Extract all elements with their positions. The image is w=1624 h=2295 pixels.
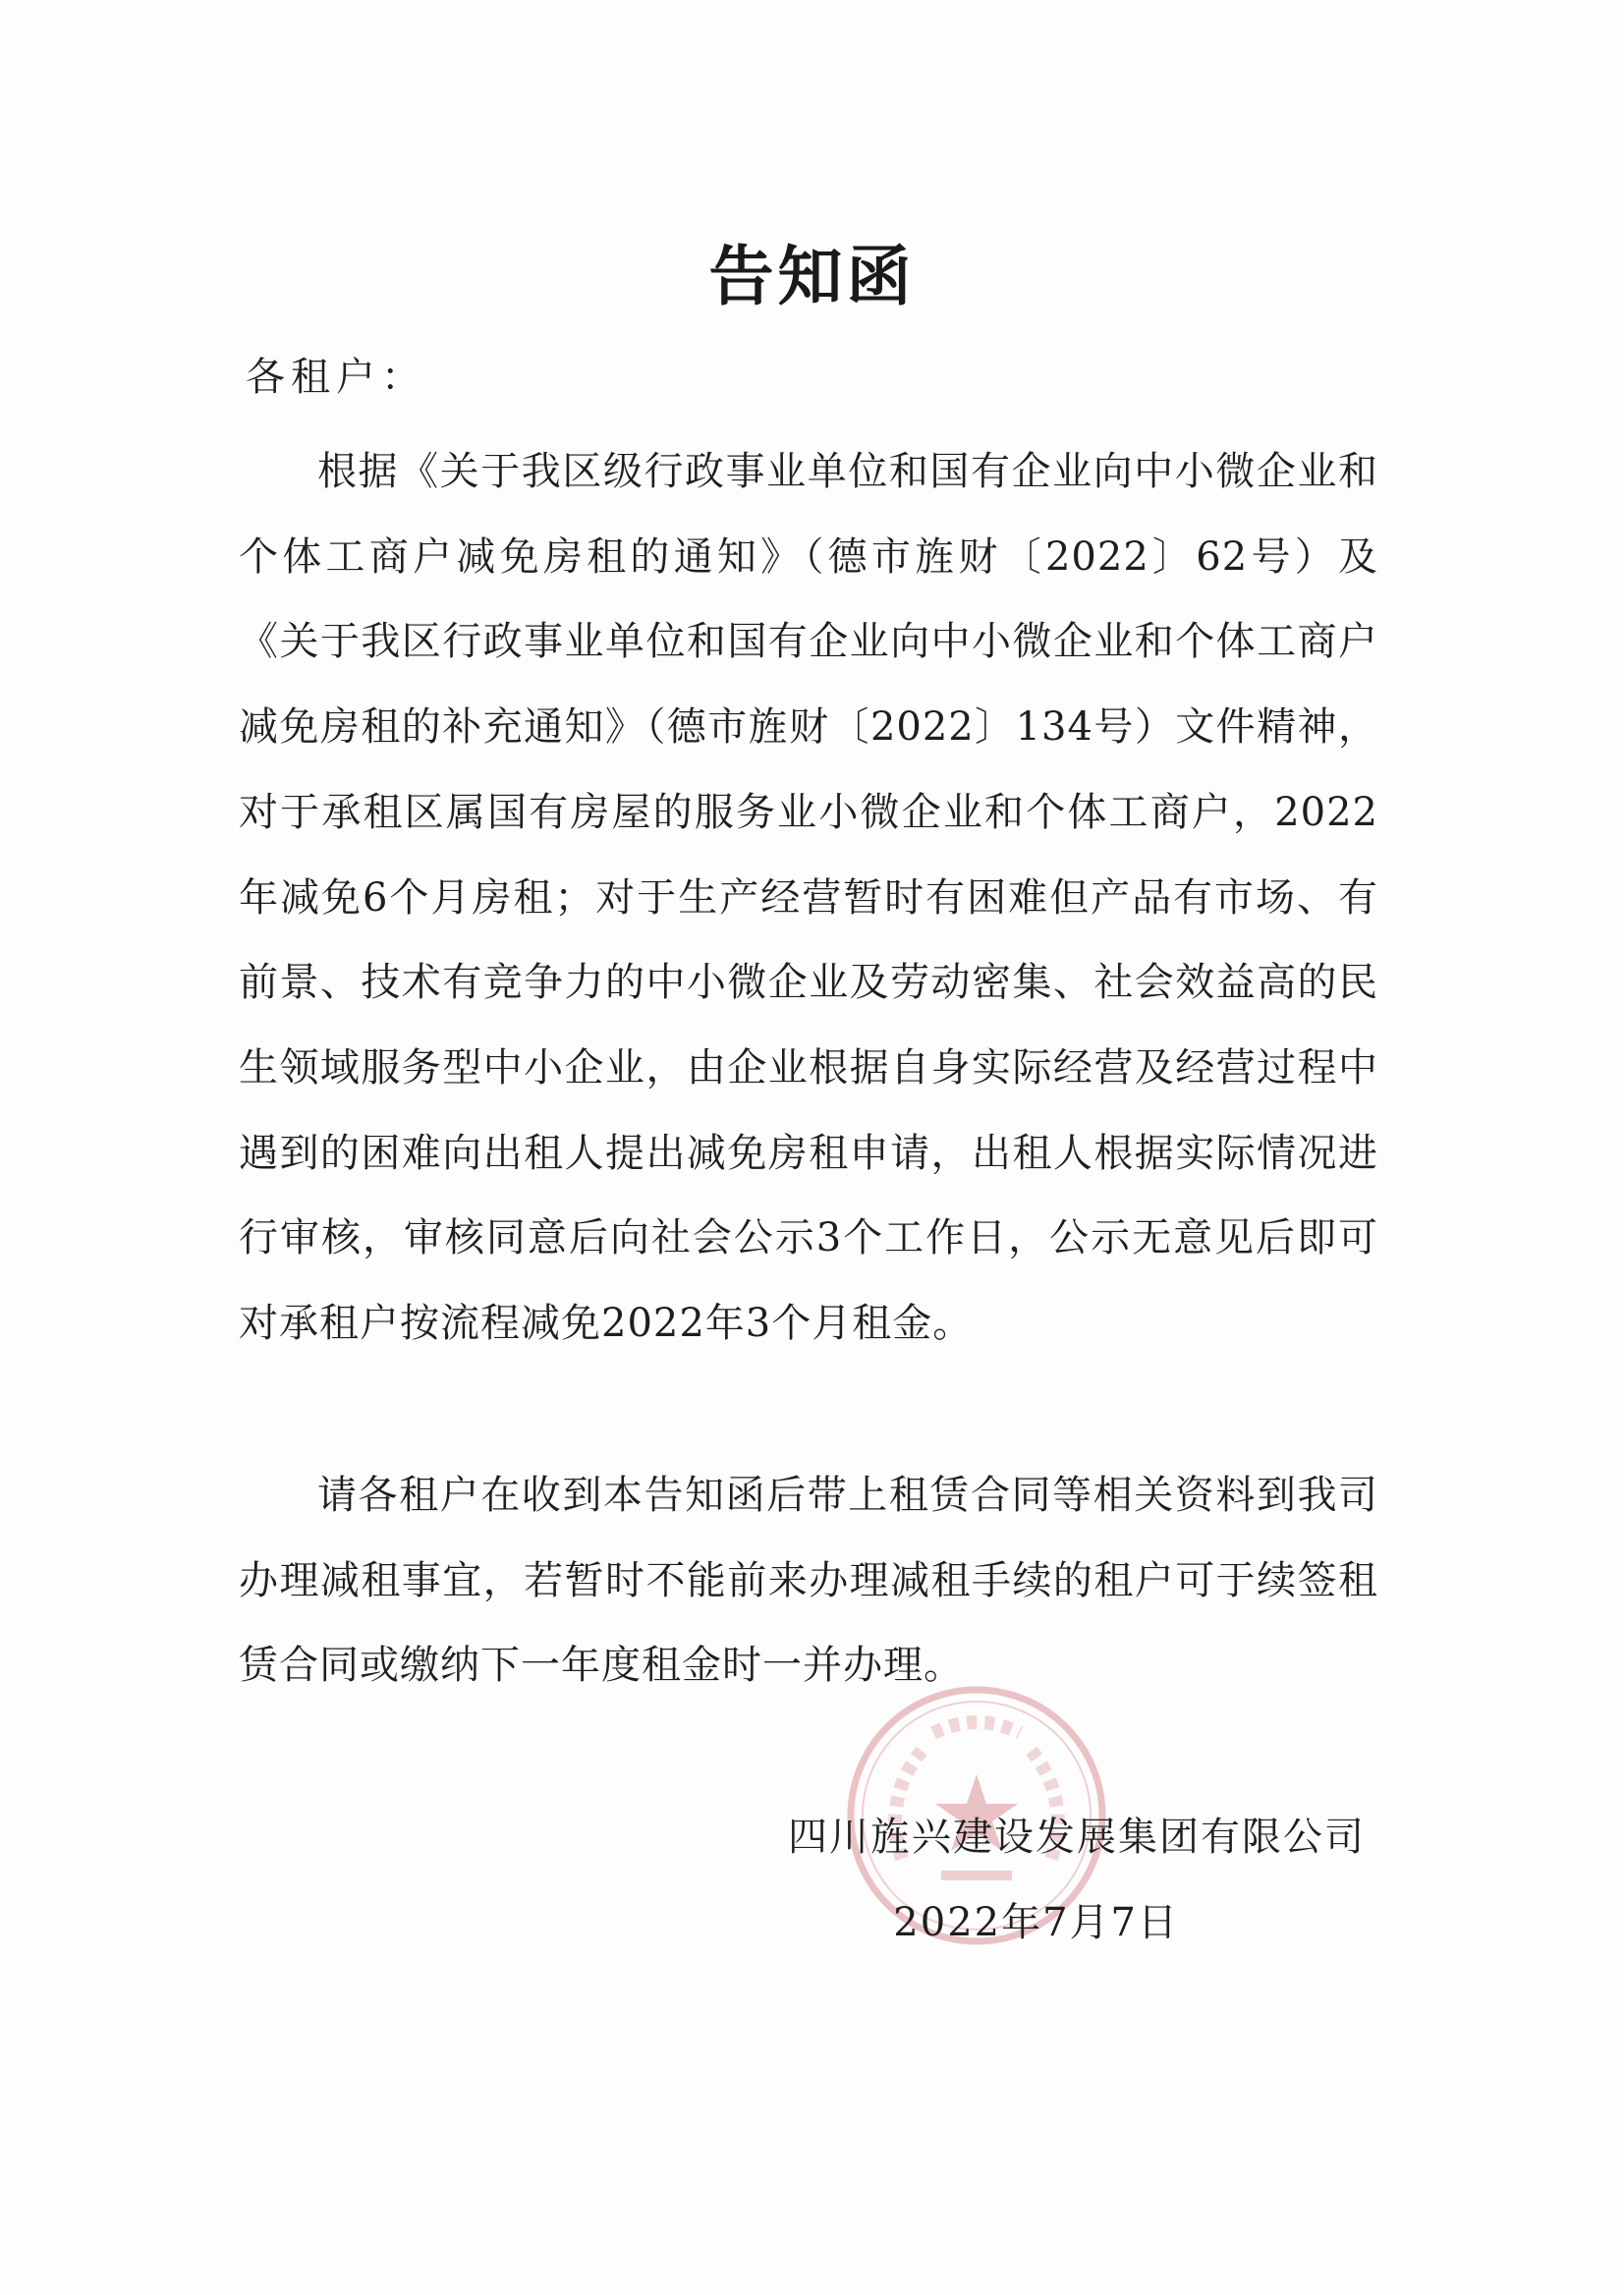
signature-company: 四川旌兴建设发展集团有限公司	[788, 1815, 1366, 1860]
document-title: 告知函	[708, 239, 916, 314]
salutation: 各租户：	[246, 355, 426, 400]
body-paragraph-2: 请各租户在收到本告知函后带上租赁合同等相关资料到我司办理减租事宜，若暂时不能前来办理减租手续的租户可于续签租赁合同或缴纳下一年度租金时一并办理。	[239, 1473, 1378, 1689]
body-paragraph-1: 根据《关于我区级行政事业单位和国有企业向中小微企业和个体工商户减免房租的通知》（德市旌财〔2022〕62号）及《关于我区行政事业单位和国有企业向中小微企业和个体工商户减免房租的补充通知》（德市旌财〔2022〕134号）文件精神，对于承租区属国有房屋的服务业小微企业和个体工商户，2022年减免6个月房租；对于生产经营暂时有困难但产品有市场、有前景、技术有竞争力的中小微企业及劳动密集、社会效益高的民生领域服务型中小企业，由企业根据自身实际经营及经营过程中遇到的困难向出租人提出减免房租申请，出租人根据实际情况进行审核，审核同意后向社会公示3个工作日，公示无意见后即可对承租户按流程减免2022年3个月租金。	[239, 449, 1378, 1347]
signature-date: 2022年7月7日	[893, 1900, 1179, 1945]
